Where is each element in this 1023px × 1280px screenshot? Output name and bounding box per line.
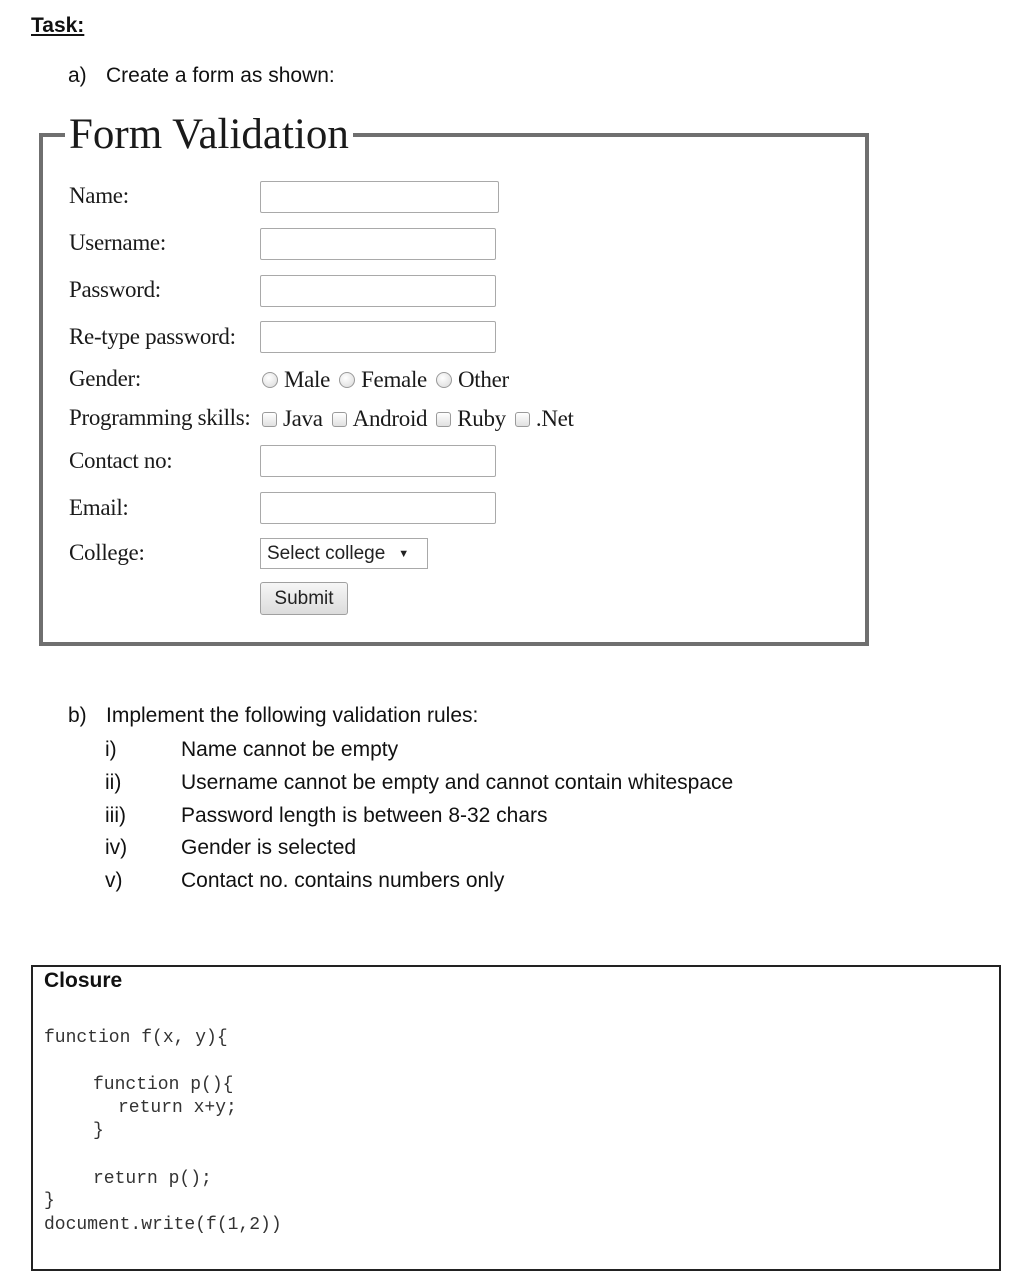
code-line: return p(); [93, 1169, 212, 1189]
rule-text: Name cannot be empty [181, 738, 399, 761]
skills-options [262, 406, 583, 432]
college-select-value: Select college [267, 542, 386, 564]
rule-text: Password length is between 8-32 chars [181, 804, 548, 827]
rule-number: ii) [105, 771, 122, 794]
contact-input[interactable] [260, 445, 496, 477]
code-line: return x+y; [118, 1098, 237, 1118]
rule-number: iii) [105, 804, 126, 827]
radio-female[interactable] [339, 372, 355, 388]
skill-option-label: Java [283, 406, 323, 431]
task-heading: Task: [31, 14, 85, 37]
username-input[interactable] [260, 228, 496, 260]
submit-button[interactable]: Submit [260, 582, 348, 615]
name-input[interactable] [260, 181, 499, 213]
password-label: Password: [69, 277, 161, 302]
code-line: document.write(f(1,2)) [44, 1215, 282, 1235]
gender-option-label: Other [457, 367, 509, 392]
rule-text: Gender is selected [181, 836, 357, 859]
gender-options [262, 367, 518, 393]
radio-male[interactable] [262, 372, 278, 388]
rule-item [105, 804, 548, 828]
form-legend: Form Validation [65, 110, 353, 159]
step-b-text: Implement the following validation rules: [106, 704, 479, 727]
step-b-marker: b) [68, 704, 87, 727]
code-line: } [93, 1121, 104, 1141]
checkbox-android[interactable] [332, 412, 347, 427]
rule-text: Contact no. contains numbers only [181, 869, 505, 892]
checkbox-ruby[interactable] [436, 412, 451, 427]
step-b [68, 704, 478, 728]
step-a [68, 64, 335, 88]
gender-option-label: Female [361, 367, 427, 392]
code-line: } [44, 1191, 55, 1211]
username-label: Username: [69, 230, 166, 255]
step-a-text: Create a form as shown: [106, 64, 335, 87]
closure-title: Closure [44, 969, 123, 992]
code-line: function p(){ [93, 1075, 234, 1095]
checkbox-net[interactable] [515, 412, 530, 427]
gender-label: Gender: [69, 366, 141, 391]
name-label: Name: [69, 183, 129, 208]
password-input[interactable] [260, 275, 496, 307]
email-label: Email: [69, 495, 129, 520]
retype-password-label: Re-type password: [69, 324, 236, 349]
rule-item [105, 738, 398, 762]
dropdown-arrow-icon: ▼ [398, 547, 410, 560]
gender-option-label: Male [284, 367, 331, 392]
skill-option-label: Android [352, 406, 428, 431]
contact-label: Contact no: [69, 448, 173, 473]
college-select[interactable] [260, 538, 428, 569]
checkbox-java[interactable] [262, 412, 277, 427]
rule-item [105, 869, 504, 893]
radio-other[interactable] [436, 372, 452, 388]
skill-option-label: Ruby [457, 406, 506, 431]
rule-item [105, 771, 733, 795]
retype-password-input[interactable] [260, 321, 496, 353]
rule-text: Username cannot be empty and cannot contain whitespace [181, 771, 734, 794]
skill-option-label: .Net [535, 406, 574, 431]
code-line: function f(x, y){ [44, 1028, 228, 1048]
email-input[interactable] [260, 492, 496, 524]
step-a-marker: a) [68, 64, 87, 87]
rule-number: i) [105, 738, 117, 761]
skills-label: Programming skills: [69, 405, 251, 430]
rule-number: v) [105, 869, 123, 892]
rule-number: iv) [105, 836, 128, 859]
rule-item [105, 836, 356, 860]
college-label: College: [69, 540, 145, 565]
